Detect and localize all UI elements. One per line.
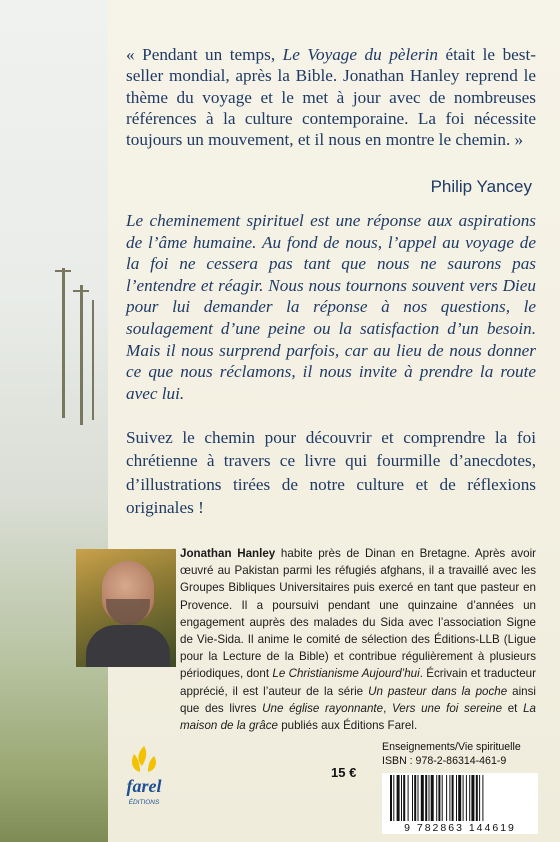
barcode-digits: 9 782863 144619 — [382, 822, 538, 834]
quote-book-title: Le Voyage du pèlerin — [282, 45, 438, 64]
logo-subtitle: ÉDITIONS — [128, 799, 160, 806]
farel-logo — [116, 742, 172, 816]
quote-text-end: était le best-seller mondial, après la Bible. Jonathan Hanley reprend le thème du voyage et le met à jour avec de nombreuses références à la culture contemporaine. La foi nécessite toujours un mouvement, et il nous en montre le chemin. » — [126, 45, 536, 150]
endorsement-quote — [126, 44, 536, 150]
price: 15 € — [331, 765, 357, 780]
quote-author: Philip Yancey — [430, 177, 532, 196]
logo-wordmark: farel — [126, 776, 162, 796]
book-metadata — [382, 740, 538, 768]
isbn-label: ISBN : 978-2-86314-461-9 — [382, 755, 507, 767]
book-invitation: Suivez le chemin pour découvrir et comprendre la foi chrétienne à travers ce livre qui fourmille d’anecdotes, d’illustrations tirées de notre culture et de réflexions originales ! — [126, 428, 536, 518]
quote-text-start: « Pendant un temps, — [126, 45, 283, 64]
book-pitch: Le cheminement spirituel est une réponse aux aspirations de l’âme humaine. Au fond de nous, l’appel au voyage de la foi ne cessera pas tant que nous ne saurons pas l’entendre et réagir. Nous nous tournons souvent vers Dieu pour lui demander la réponse à nos questions, le soulagement d’une peine ou la satisfaction d’un besoin. Mais il nous surprend parfois, car au lieu de nous donner ce que nous réclamons, il nous invite à prendre la route avec lui. — [126, 211, 536, 403]
author-biography: Jonathan Hanley habite près de Dinan en Bretagne. Après avoir œuvré au Pakistan parmi les réfugiés afghans, il a travaillé avec les Groupes Bibliques Universitaires puis exercé en tant que pasteur en Provence. Il a poursuivi pendant une quinzaine d’années un engagement auprès des malades du Sida avec l’association Signe de Vie-Sida. Il anime le comité de sélection des Éditions-LLB (Ligue pour la Lecture de la Bible) et contribue régulièrement à plusieurs périodiques, dont Le Christianisme Aujourd’hui. Écrivain et traducteur apprécié, il est l’auteur de la série Un pasteur dans la poche ainsi que des livres Une église rayonnante, Vers une foi sereine et La maison de la grâce publiés aux Éditions Farel. — [180, 547, 537, 733]
category-label: Enseignements/Vie spirituelle — [382, 741, 521, 753]
cover-painting-strip — [0, 0, 108, 842]
bio-author-name: Jonathan Hanley — [180, 547, 276, 560]
